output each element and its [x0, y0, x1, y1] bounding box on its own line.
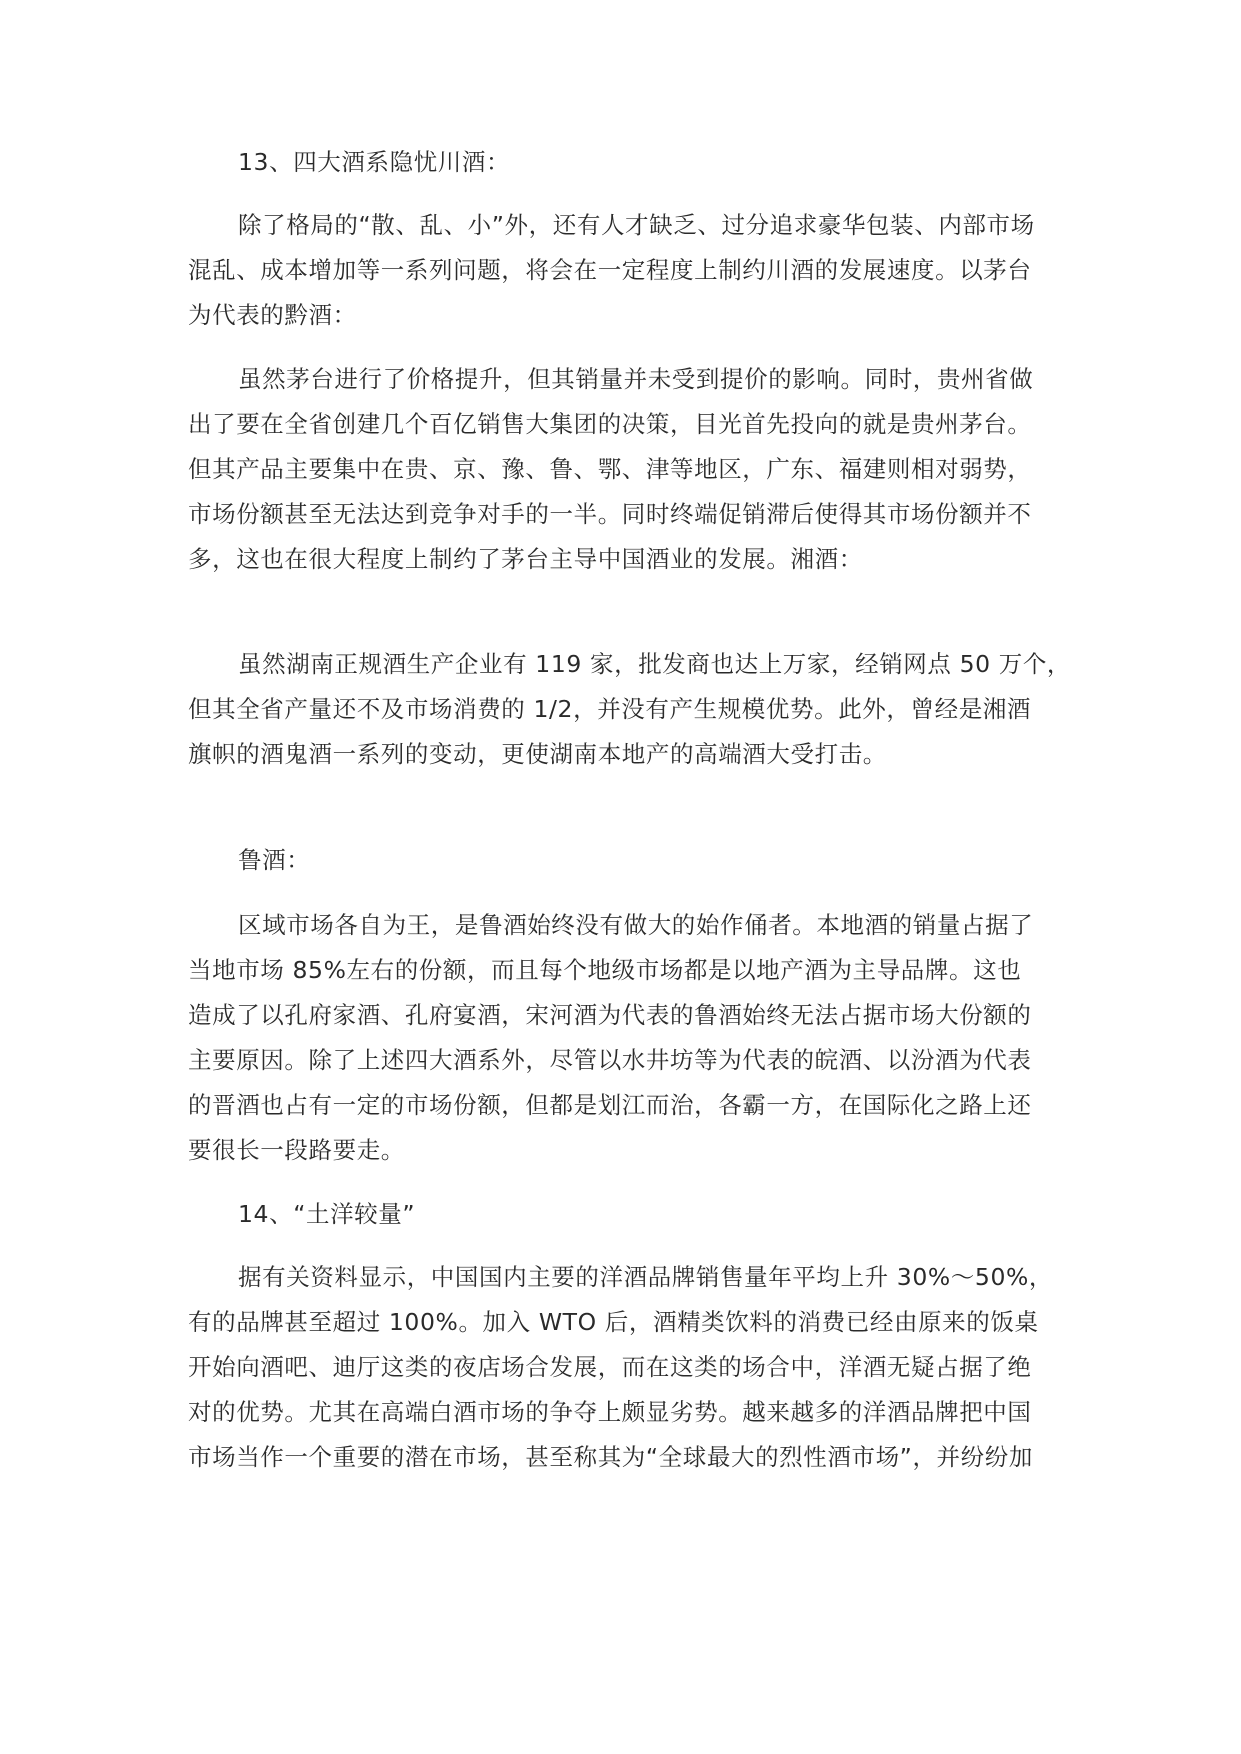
paragraph-line: 主要原因。除了上述四大酒系外，尽管以水井坊等为代表的皖酒、以汾酒为代表	[188, 1046, 1032, 1074]
paragraph-line: 混乱、成本增加等一系列问题，将会在一定程度上制约川酒的发展速度。以茅台	[188, 256, 1032, 284]
paragraph-line: 虽然茅台进行了价格提升，但其销量并未受到提价的影响。同时，贵州省做	[238, 365, 1034, 393]
paragraph-line: 除了格局的“散、乱、小”外，还有人才缺乏、过分追求豪华包装、内部市场	[238, 211, 1035, 239]
paragraph-line: 要很长一段路要走。	[188, 1136, 405, 1164]
paragraph-line: 的晋酒也占有一定的市场份额，但都是划江而治，各霸一方，在国际化之路上还	[188, 1091, 1032, 1119]
paragraph-line: 为代表的黔酒：	[188, 301, 357, 329]
paragraph-line: 市场份额甚至无法达到竞争对手的一半。同时终端促销滞后使得其市场份额并不	[188, 500, 1032, 528]
paragraph-line: 对的优势。尤其在高端白酒市场的争夺上颇显劣势。越来越多的洋酒品牌把中国	[188, 1398, 1032, 1426]
paragraph-line: 造成了以孔府家酒、孔府宴酒，宋河酒为代表的鲁酒始终无法占据市场大份额的	[188, 1001, 1032, 1029]
paragraph-line: 据有关资料显示，中国国内主要的洋酒品牌销售量年平均上升 30%～50%，	[238, 1263, 1054, 1291]
section-heading-13: 13、四大酒系隐忧川酒：	[238, 148, 511, 176]
paragraph-line: 但其全省产量还不及市场消费的 1/2，并没有产生规模优势。此外，曾经是湘酒	[188, 695, 1031, 723]
paragraph-line: 出了要在全省创建几个百亿销售大集团的决策，目光首先投向的就是贵州茅台。	[188, 410, 1032, 438]
paragraph-line: 但其产品主要集中在贵、京、豫、鲁、鄂、津等地区，广东、福建则相对弱势，	[188, 455, 1032, 483]
paragraph-line: 多，这也在很大程度上制约了茅台主导中国酒业的发展。湘酒：	[188, 545, 863, 573]
paragraph-line: 旗帜的酒鬼酒一系列的变动，更使湖南本地产的高端酒大受打击。	[188, 740, 887, 768]
paragraph-line: 开始向酒吧、迪厅这类的夜店场合发展，而在这类的场合中，洋酒无疑占据了绝	[188, 1353, 1032, 1381]
paragraph-line: 虽然湖南正规酒生产企业有 119 家，批发商也达上万家，经销网点 50 万个，	[238, 650, 1072, 678]
subheading-lu-jiu: 鲁酒：	[238, 846, 311, 874]
section-heading-14: 14、“土洋较量”	[238, 1200, 416, 1228]
paragraph-line: 有的品牌甚至超过 100%。加入 WTO 后，酒精类饮料的消费已经由原来的饭桌	[188, 1308, 1039, 1336]
paragraph-line: 当地市场 85%左右的份额，而且每个地级市场都是以地产酒为主导品牌。这也	[188, 956, 1022, 984]
paragraph-line: 区域市场各自为王，是鲁酒始终没有做大的始作俑者。本地酒的销量占据了	[238, 911, 1034, 939]
paragraph-line: 市场当作一个重要的潜在市场，甚至称其为“全球最大的烈性酒市场”，并纷纷加	[188, 1443, 1033, 1471]
